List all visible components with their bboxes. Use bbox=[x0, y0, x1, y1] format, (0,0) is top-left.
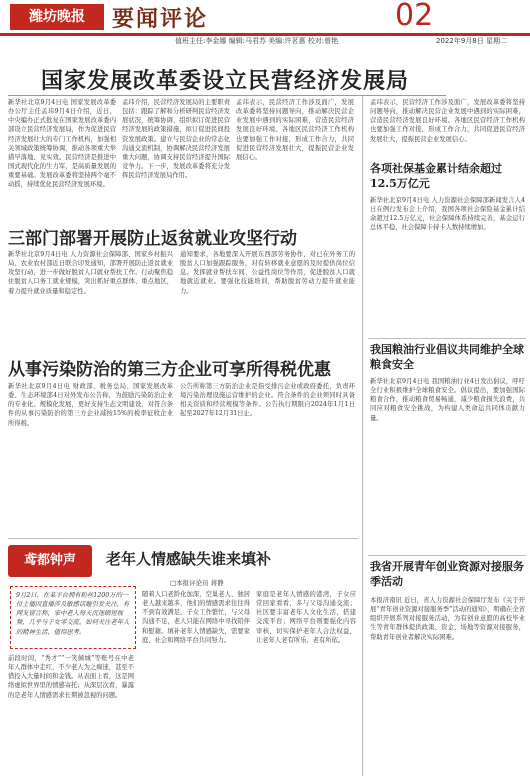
right-column-divider bbox=[362, 96, 363, 776]
section-title: 要闻评论 bbox=[112, 6, 209, 32]
right-divider-1 bbox=[368, 338, 526, 339]
feature-column-3: 家庭是老年人情感的港湾，子女应常回家看看，多与父母沟通交流；社区要丰富老年人文化生活，搭建交流平台；网络平台则要强化内容审核，切实保护老年人合法权益，让老年人老有所乐、老有所依。 bbox=[256, 591, 356, 644]
right-item1-headline: 各项社保基金累计结余超过12.5万亿元 bbox=[370, 162, 502, 190]
main-headline: 国家发展改革委设立民营经济发展局 bbox=[40, 68, 409, 94]
main-headline-rule bbox=[8, 95, 446, 96]
feature-headline: 老年人情感缺失谁来填补 bbox=[106, 550, 272, 568]
feature-quote-box: 9月2日，在某平台拥有粉丝1200万的一位主播因直播涉及敏感话题引发关注，有网友留言称，家中老人每天沉迷刷短视频，几乎与子女零交流。如何关注老年人的精神生活，值得思考。 bbox=[10, 586, 136, 649]
feature-column-tag: 鸢都钟声 bbox=[8, 545, 92, 577]
feature-column-2: 随着人口老龄化加深，空巢老人、独居老人越来越多，他们的情感需求往往得不到有效满足。子女工作繁忙，与父母沟通不足，老人只能在网络中寻找陪伴和慰藉。填补老年人情感缺失，需要家庭、社会和网络平台共同努力。 bbox=[142, 591, 250, 644]
main-article-column-2: 孟玮介绍，民营经济发展局的主要职责包括：跟踪了解和分析研判民营经济发展状况，统筹协调、组织拟订促进民营经济发展的政策措施，拟订促进民间投资发展政策。建立与民营企业的常态化沟通交流机制，协调解决民营经济发展重大问题，协调支持民营经济提升国际竞争力。下一步，发展改革委将充分发挥民营经济发展局作用。 bbox=[122, 99, 230, 179]
masthead bbox=[0, 0, 530, 34]
newspaper-logo: 潍坊晚报 bbox=[10, 4, 104, 30]
main-article-column-1: 新华社北京9月4日电 国家发展改革委办公厅主任孟玮9月4日介绍，近日，中央编办正式批复在国家发展改革委内部设立民营经济发展局，作为促进民营经济发展壮大的专门工作机构，加强相关领域政策统筹协调，推动各项重大举措早落地、见实效。民营经济是推进中国式现代化的生力军，是高质量发展的重要基础。发展改革委将坚持两个毫不动摇，持续优化民营经济发展环境。 bbox=[8, 99, 116, 189]
right-item2-headline: 我国粮油行业倡议共同维护全球粮食安全 bbox=[370, 343, 524, 371]
issue-date: 2022年9月8日 星期二 bbox=[436, 37, 507, 45]
section3-column-1: 新华社北京9月4日电 财政部、税务总局、国家发展改革委、生态环境部4日对外发布公告称，为鼓励污染防治企业的专业化、规模化发展，更好支持生态文明建设，对符合条件的从事污染防治的第三方企业减按15%的税率征收企业所得税。 bbox=[8, 383, 173, 427]
right-item2-body: 新华社北京9月4日电 我国粮油行业4日发出倡议，呼吁全行业积极维护全球粮食安全。倡议提出，要加强国际粮食合作，推动粮食贸易畅通，减少粮食损失浪费，共同应对粮食安全挑战，为构建人类命运共同体贡献力量。 bbox=[370, 378, 525, 422]
feature-divider bbox=[8, 538, 358, 539]
right-item3-headline: 我省开展青年创业资源对接服务季活动 bbox=[370, 560, 524, 588]
right-item3-body: 本报济南讯 近日，省人力资源社会保障厅发布《关于开展“青年创业资源对接服务季”活动的通知》，明确在全省组织开展系列对接服务活动，为有创业意愿的高校毕业生等青年群体提供政策、资金、场地等资源对接服务，帮助青年创业者解决实际困难。 bbox=[370, 597, 525, 641]
main-article-column-4: 孟玮表示，民营经济工作涉及面广，发展改革委将坚持问题导向，推动解决民营企业发展中遇到的实际困难，营造民营经济发展良好环境。各地区民营经济工作机构也要加强工作对接，形成工作合力，共同促进民营经济发展壮大，提振民营企业发展信心。 bbox=[370, 99, 525, 143]
feature-column-1: 前段时间，“秀才”“一笑倾城”等账号在中老年人群体中走红，不少老人为之痴迷，甚至不惜投入大量时间和金钱。从表面上看，这是网络虚拟世界里的情感寄托；从深层次看，暴露的是老年人情感需求长期被忽视的问题。 bbox=[8, 655, 134, 699]
right-item1-body: 新华社北京9月4日电 人力资源社会保障部新闻发言人4日在例行发布会上介绍，我国各项社会保险基金累计结余超过12.5万亿元，社会保障体系持续完善，基金运行总体平稳，社会保障卡持卡人数持续增加。 bbox=[370, 197, 525, 232]
feature-byline: □本报评论员 蒋静 bbox=[170, 579, 224, 587]
section2-column-1: 新华社北京9月4日电 人力资源社会保障部、国家乡村振兴局、农业农村部近日联合印发通知，部署开展防止返贫就业攻坚行动，进一步做好脱贫人口就业帮扶工作。行动聚焦稳住脱贫人口务工就业规模，突出抓好重点群体、重点地区，着力提升就业质量和稳定性。 bbox=[8, 251, 173, 295]
section3-column-2: 公告所称第三方防治企业是指受排污企业或政府委托，负责环境污染治理设施运营维护的企业。符合条件的企业须同时具备相关资质和经营规模等条件。公告执行期限自2024年1月1日起至2027年12月31日止。 bbox=[180, 383, 355, 418]
right-divider-2 bbox=[368, 555, 526, 556]
page-number: 02 bbox=[395, 0, 434, 33]
main-article-column-3: 孟玮表示，民营经济工作涉及面广，发展改革委将坚持问题导向，推动解决民营企业发展中遇到的实际困难，营造民营经济发展良好环境。各地区民营经济工作机构也要加强工作对接，形成工作合力，共同促进民营经济发展壮大，提振民营企业发展信心。 bbox=[236, 99, 354, 161]
section3-headline: 从事污染防治的第三方企业可享所得税优惠 bbox=[8, 360, 331, 380]
section2-headline: 三部门部署开展防止返贫就业攻坚行动 bbox=[8, 229, 297, 249]
section2-column-2: 通知要求，各地要深入开展东西部劳务协作，对已在外务工的脱贫人口加强跟踪服务，对有转移就业意愿的及时提供岗位信息。发挥就业帮扶车间、公益性岗位等作用，促进脱贫人口就地就近就业。要强化技能培训，帮助脱贫劳动力提升就业能力。 bbox=[180, 251, 355, 295]
editor-credits: 值班主任:李金娜 编辑:马君苏 美编:许茗惠 校对:曾艳 bbox=[175, 37, 339, 45]
